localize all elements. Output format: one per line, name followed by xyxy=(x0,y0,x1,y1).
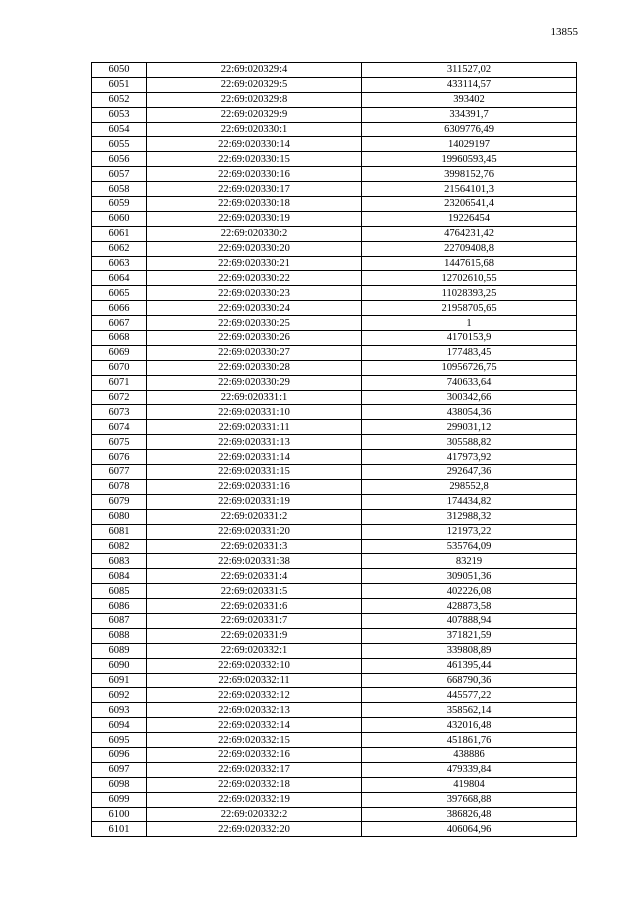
row-number-cell: 6101 xyxy=(92,822,147,837)
table-row xyxy=(92,167,577,182)
cadastral-value-cell: 407888,94 xyxy=(362,613,577,628)
cadastral-number-cell: 22:69:020331:11 xyxy=(147,420,362,435)
cadastral-number-cell: 22:69:020332:18 xyxy=(147,777,362,792)
cadastral-number-cell: 22:69:020332:13 xyxy=(147,703,362,718)
table-row xyxy=(92,792,577,807)
row-number-cell: 6052 xyxy=(92,92,147,107)
table-row xyxy=(92,747,577,762)
table-row xyxy=(92,822,577,837)
table-row xyxy=(92,703,577,718)
cadastral-value-cell: 23206541,4 xyxy=(362,197,577,212)
cadastral-value-cell: 292647,36 xyxy=(362,465,577,480)
cadastral-number-cell: 22:69:020330:27 xyxy=(147,345,362,360)
cadastral-number-cell: 22:69:020330:24 xyxy=(147,301,362,316)
cadastral-value-cell: 432016,48 xyxy=(362,718,577,733)
row-number-cell: 6064 xyxy=(92,271,147,286)
table-row xyxy=(92,628,577,643)
table-row xyxy=(92,77,577,92)
cadastral-value-cell: 438054,36 xyxy=(362,405,577,420)
cadastral-number-cell: 22:69:020330:28 xyxy=(147,360,362,375)
cadastral-value-cell: 298552,8 xyxy=(362,479,577,494)
row-number-cell: 6090 xyxy=(92,658,147,673)
cadastral-number-cell: 22:69:020330:20 xyxy=(147,241,362,256)
table-row xyxy=(92,435,577,450)
cadastral-value-cell: 445577,22 xyxy=(362,688,577,703)
row-number-cell: 6059 xyxy=(92,197,147,212)
cadastral-number-cell: 22:69:020331:9 xyxy=(147,628,362,643)
cadastral-value-cell: 1447615,68 xyxy=(362,256,577,271)
table-body xyxy=(92,63,577,837)
table-row xyxy=(92,643,577,658)
cadastral-value-cell: 14029197 xyxy=(362,137,577,152)
row-number-cell: 6057 xyxy=(92,167,147,182)
table-row xyxy=(92,718,577,733)
cadastral-number-cell: 22:69:020330:26 xyxy=(147,331,362,346)
cadastral-number-cell: 22:69:020332:20 xyxy=(147,822,362,837)
row-number-cell: 6100 xyxy=(92,807,147,822)
cadastral-number-cell: 22:69:020330:14 xyxy=(147,137,362,152)
table-row xyxy=(92,554,577,569)
cadastral-number-cell: 22:69:020330:16 xyxy=(147,167,362,182)
table-row xyxy=(92,345,577,360)
row-number-cell: 6068 xyxy=(92,331,147,346)
table-row xyxy=(92,465,577,480)
row-number-cell: 6066 xyxy=(92,301,147,316)
table-row xyxy=(92,658,577,673)
row-number-cell: 6098 xyxy=(92,777,147,792)
row-number-cell: 6065 xyxy=(92,286,147,301)
table-row xyxy=(92,390,577,405)
cadastral-value-cell: 334391,7 xyxy=(362,107,577,122)
cadastral-value-cell: 479339,84 xyxy=(362,762,577,777)
row-number-cell: 6097 xyxy=(92,762,147,777)
cadastral-number-cell: 22:69:020332:14 xyxy=(147,718,362,733)
table-row xyxy=(92,688,577,703)
cadastral-number-cell: 22:69:020332:12 xyxy=(147,688,362,703)
row-number-cell: 6072 xyxy=(92,390,147,405)
cadastral-number-cell: 22:69:020332:2 xyxy=(147,807,362,822)
cadastral-value-cell: 19960593,45 xyxy=(362,152,577,167)
row-number-cell: 6091 xyxy=(92,673,147,688)
cadastral-number-cell: 22:69:020331:2 xyxy=(147,509,362,524)
table-row xyxy=(92,211,577,226)
cadastral-number-cell: 22:69:020331:13 xyxy=(147,435,362,450)
cadastral-value-cell: 21564101,3 xyxy=(362,182,577,197)
table-row xyxy=(92,92,577,107)
cadastral-value-cell: 668790,36 xyxy=(362,673,577,688)
table-row xyxy=(92,271,577,286)
cadastral-value-cell: 21958705,65 xyxy=(362,301,577,316)
row-number-cell: 6083 xyxy=(92,554,147,569)
table-row xyxy=(92,673,577,688)
row-number-cell: 6073 xyxy=(92,405,147,420)
row-number-cell: 6086 xyxy=(92,599,147,614)
cadastral-number-cell: 22:69:020331:38 xyxy=(147,554,362,569)
row-number-cell: 6050 xyxy=(92,63,147,78)
row-number-cell: 6063 xyxy=(92,256,147,271)
row-number-cell: 6069 xyxy=(92,345,147,360)
cadastral-number-cell: 22:69:020330:19 xyxy=(147,211,362,226)
cadastral-number-cell: 22:69:020331:4 xyxy=(147,569,362,584)
table-row xyxy=(92,613,577,628)
cadastral-number-cell: 22:69:020332:19 xyxy=(147,792,362,807)
row-number-cell: 6062 xyxy=(92,241,147,256)
cadastral-value-cell: 393402 xyxy=(362,92,577,107)
cadastral-value-cell: 299031,12 xyxy=(362,420,577,435)
cadastral-number-cell: 22:69:020332:11 xyxy=(147,673,362,688)
row-number-cell: 6085 xyxy=(92,584,147,599)
table-row xyxy=(92,197,577,212)
row-number-cell: 6051 xyxy=(92,77,147,92)
cadastral-value-cell: 535764,09 xyxy=(362,539,577,554)
cadastral-number-cell: 22:69:020331:7 xyxy=(147,613,362,628)
table-row xyxy=(92,405,577,420)
cadastral-value-cell: 386826,48 xyxy=(362,807,577,822)
table-row xyxy=(92,420,577,435)
cadastral-number-cell: 22:69:020331:10 xyxy=(147,405,362,420)
row-number-cell: 6099 xyxy=(92,792,147,807)
cadastral-number-cell: 22:69:020329:4 xyxy=(147,63,362,78)
table-row xyxy=(92,301,577,316)
cadastral-value-cell: 428873,58 xyxy=(362,599,577,614)
row-number-cell: 6084 xyxy=(92,569,147,584)
table-row xyxy=(92,122,577,137)
cadastral-value-cell: 311527,02 xyxy=(362,63,577,78)
row-number-cell: 6094 xyxy=(92,718,147,733)
table-row xyxy=(92,584,577,599)
table-row xyxy=(92,807,577,822)
table-row xyxy=(92,524,577,539)
cadastral-number-cell: 22:69:020329:5 xyxy=(147,77,362,92)
row-number-cell: 6088 xyxy=(92,628,147,643)
cadastral-number-cell: 22:69:020331:15 xyxy=(147,465,362,480)
cadastral-value-cell: 309051,36 xyxy=(362,569,577,584)
table-row xyxy=(92,256,577,271)
row-number-cell: 6058 xyxy=(92,182,147,197)
row-number-cell: 6078 xyxy=(92,479,147,494)
row-number-cell: 6055 xyxy=(92,137,147,152)
table-row xyxy=(92,63,577,78)
cadastral-value-cell: 6309776,49 xyxy=(362,122,577,137)
cadastral-value-cell: 339808,89 xyxy=(362,643,577,658)
cadastral-value-cell: 305588,82 xyxy=(362,435,577,450)
row-number-cell: 6070 xyxy=(92,360,147,375)
cadastral-value-cell: 1 xyxy=(362,316,577,331)
cadastral-value-cell: 740633,64 xyxy=(362,375,577,390)
row-number-cell: 6060 xyxy=(92,211,147,226)
row-number-cell: 6076 xyxy=(92,450,147,465)
row-number-cell: 6093 xyxy=(92,703,147,718)
cadastral-number-cell: 22:69:020331:3 xyxy=(147,539,362,554)
table-row xyxy=(92,569,577,584)
table-row xyxy=(92,450,577,465)
row-number-cell: 6075 xyxy=(92,435,147,450)
cadastral-value-cell: 300342,66 xyxy=(362,390,577,405)
cadastral-number-cell: 22:69:020332:10 xyxy=(147,658,362,673)
cadastral-number-cell: 22:69:020331:19 xyxy=(147,494,362,509)
table-row xyxy=(92,733,577,748)
row-number-cell: 6067 xyxy=(92,316,147,331)
cadastral-value-cell: 438886 xyxy=(362,747,577,762)
row-number-cell: 6061 xyxy=(92,226,147,241)
cadastral-number-cell: 22:69:020330:18 xyxy=(147,197,362,212)
cadastral-value-cell: 397668,88 xyxy=(362,792,577,807)
table-row xyxy=(92,137,577,152)
cadastral-number-cell: 22:69:020331:16 xyxy=(147,479,362,494)
table-row xyxy=(92,331,577,346)
row-number-cell: 6096 xyxy=(92,747,147,762)
table-row xyxy=(92,316,577,331)
cadastral-value-cell: 4764231,42 xyxy=(362,226,577,241)
table-row xyxy=(92,539,577,554)
row-number-cell: 6053 xyxy=(92,107,147,122)
cadastral-value-cell: 451861,76 xyxy=(362,733,577,748)
row-number-cell: 6080 xyxy=(92,509,147,524)
cadastral-value-cell: 358562,14 xyxy=(362,703,577,718)
cadastral-value-cell: 3998152,76 xyxy=(362,167,577,182)
row-number-cell: 6054 xyxy=(92,122,147,137)
table-row xyxy=(92,777,577,792)
cadastral-number-cell: 22:69:020330:17 xyxy=(147,182,362,197)
cadastral-value-cell: 4170153,9 xyxy=(362,331,577,346)
table-row xyxy=(92,599,577,614)
cadastral-value-cell: 312988,32 xyxy=(362,509,577,524)
row-number-cell: 6071 xyxy=(92,375,147,390)
table-row xyxy=(92,182,577,197)
table-row xyxy=(92,375,577,390)
cadastral-number-cell: 22:69:020332:15 xyxy=(147,733,362,748)
row-number-cell: 6092 xyxy=(92,688,147,703)
cadastral-number-cell: 22:69:020332:16 xyxy=(147,747,362,762)
table-row xyxy=(92,762,577,777)
row-number-cell: 6056 xyxy=(92,152,147,167)
cadastral-value-cell: 406064,96 xyxy=(362,822,577,837)
cadastral-number-cell: 22:69:020330:21 xyxy=(147,256,362,271)
cadastral-number-cell: 22:69:020330:2 xyxy=(147,226,362,241)
cadastral-value-cell: 461395,44 xyxy=(362,658,577,673)
cadastral-number-cell: 22:69:020332:17 xyxy=(147,762,362,777)
cadastral-value-cell: 22709408,8 xyxy=(362,241,577,256)
cadastral-value-cell: 12702610,55 xyxy=(362,271,577,286)
table-row xyxy=(92,107,577,122)
table-row xyxy=(92,494,577,509)
cadastral-value-cell: 371821,59 xyxy=(362,628,577,643)
cadastral-value-cell: 417973,92 xyxy=(362,450,577,465)
cadastral-value-cell: 83219 xyxy=(362,554,577,569)
cadastral-value-table xyxy=(91,62,577,837)
cadastral-value-cell: 121973,22 xyxy=(362,524,577,539)
cadastral-value-cell: 174434,82 xyxy=(362,494,577,509)
cadastral-number-cell: 22:69:020331:1 xyxy=(147,390,362,405)
row-number-cell: 6074 xyxy=(92,420,147,435)
cadastral-number-cell: 22:69:020329:8 xyxy=(147,92,362,107)
cadastral-number-cell: 22:69:020330:1 xyxy=(147,122,362,137)
table-row xyxy=(92,509,577,524)
row-number-cell: 6081 xyxy=(92,524,147,539)
cadastral-number-cell: 22:69:020329:9 xyxy=(147,107,362,122)
row-number-cell: 6077 xyxy=(92,465,147,480)
table-row xyxy=(92,286,577,301)
cadastral-value-cell: 10956726,75 xyxy=(362,360,577,375)
page-number: 13855 xyxy=(550,26,578,38)
row-number-cell: 6095 xyxy=(92,733,147,748)
cadastral-number-cell: 22:69:020331:14 xyxy=(147,450,362,465)
cadastral-number-cell: 22:69:020331:20 xyxy=(147,524,362,539)
table-row xyxy=(92,479,577,494)
cadastral-number-cell: 22:69:020331:5 xyxy=(147,584,362,599)
cadastral-value-cell: 11028393,25 xyxy=(362,286,577,301)
cadastral-number-cell: 22:69:020330:15 xyxy=(147,152,362,167)
row-number-cell: 6079 xyxy=(92,494,147,509)
row-number-cell: 6089 xyxy=(92,643,147,658)
cadastral-value-cell: 433114,57 xyxy=(362,77,577,92)
cadastral-number-cell: 22:69:020330:25 xyxy=(147,316,362,331)
cadastral-number-cell: 22:69:020332:1 xyxy=(147,643,362,658)
cadastral-number-cell: 22:69:020330:29 xyxy=(147,375,362,390)
cadastral-number-cell: 22:69:020331:6 xyxy=(147,599,362,614)
cadastral-value-cell: 19226454 xyxy=(362,211,577,226)
cadastral-number-cell: 22:69:020330:22 xyxy=(147,271,362,286)
table-row xyxy=(92,241,577,256)
cadastral-value-cell: 419804 xyxy=(362,777,577,792)
table-row xyxy=(92,226,577,241)
cadastral-value-cell: 177483,45 xyxy=(362,345,577,360)
table-row xyxy=(92,360,577,375)
cadastral-number-cell: 22:69:020330:23 xyxy=(147,286,362,301)
cadastral-value-cell: 402226,08 xyxy=(362,584,577,599)
table-row xyxy=(92,152,577,167)
row-number-cell: 6082 xyxy=(92,539,147,554)
row-number-cell: 6087 xyxy=(92,613,147,628)
